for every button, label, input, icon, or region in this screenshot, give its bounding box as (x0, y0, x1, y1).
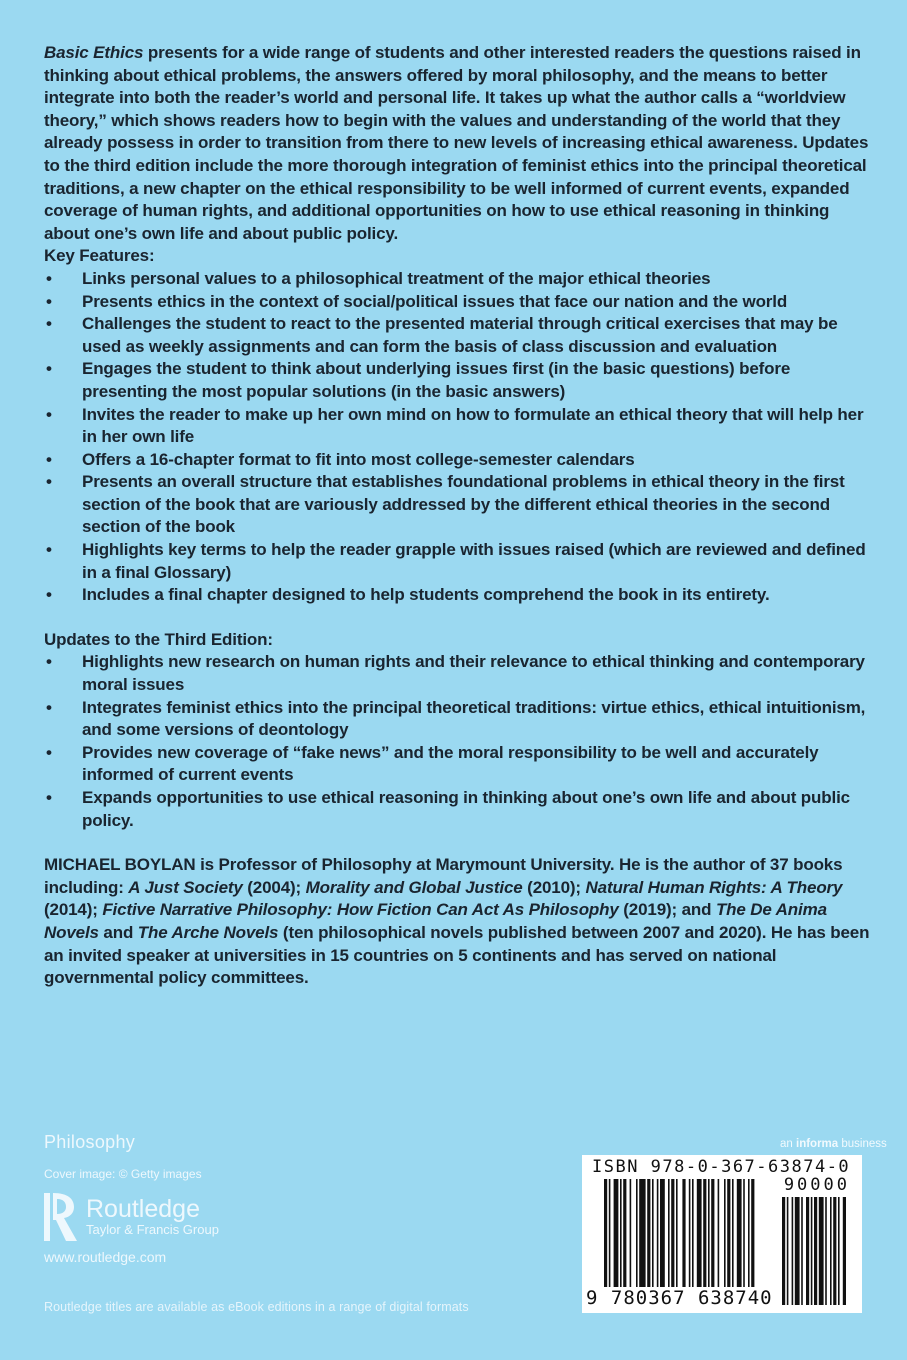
publisher-footer (44, 1132, 219, 1265)
bullet-icon: • (46, 291, 52, 311)
feature-item: • Highlights key terms to help the reader grapple with issues raised (which are reviewed and defined in a final Glossary) (46, 540, 866, 582)
bullet-icon: • (46, 585, 52, 605)
bullet-icon: • (46, 472, 52, 492)
bullet-icon: • (46, 652, 52, 672)
bullet-icon: • (46, 359, 52, 379)
updates-list (44, 651, 874, 832)
feature-item: • Presents ethics in the context of social/political issues that face our nation and the world (44, 291, 874, 314)
ean-number: 9 780367 638740 (586, 1287, 773, 1309)
subject-category: Philosophy (44, 1132, 136, 1152)
bullet-icon: • (46, 742, 52, 762)
isbn-text: ISBN 978-0-367-63874-0 (592, 1157, 851, 1177)
bullet-icon: • (46, 268, 52, 288)
bullet-icon: • (46, 449, 52, 469)
update-item: • Expands opportunities to use ethical reasoning in thinking about one’s own life and about public policy. (46, 788, 850, 830)
publisher-name: Routledge (86, 1195, 200, 1223)
informa-tagline: an informa business (780, 1138, 887, 1150)
price-addon-number: 90000 (783, 1175, 850, 1195)
book-description (44, 42, 874, 245)
bullet-icon: • (46, 314, 52, 334)
isbn-barcode (582, 1155, 862, 1313)
feature-item: • Offers a 16-chapter format to fit into most college-semester calendars (44, 449, 874, 472)
cover-image-credit: Cover image: © Getty images (44, 1167, 202, 1181)
back-cover-text (44, 42, 874, 990)
bullet-icon: • (46, 697, 52, 717)
feature-item: • Presents an overall structure that establishes foundational problems in ethical theory in the first section of the book that are variously addressed by the different ethical theories in the second section of the book (46, 472, 845, 537)
update-item: • Highlights new research on human rights and their relevance to ethical thinking and contemporary moral issues (46, 652, 865, 695)
updates-heading: Updates to the Third Edition: (44, 629, 273, 649)
key-features-list (44, 268, 874, 607)
feature-item: • Includes a final chapter designed to help students comprehend the book in its entirety. (44, 584, 874, 607)
publisher-logo (44, 1191, 219, 1243)
bullet-icon: • (46, 540, 52, 560)
ebook-note: Routledge titles are available as eBook editions in a range of digital formats (44, 1300, 469, 1314)
feature-item: • Links personal values to a philosophical treatment of the major ethical theories (44, 268, 874, 291)
feature-item: • Challenges the student to react to the presented material through critical exercises that may be used as weekly assignments and can form the basis of class discussion and evaluation (46, 314, 838, 356)
update-item: • Provides new coverage of “fake news” and the moral responsibility to be well and accurately informed of current events (46, 742, 819, 785)
publisher-group: Taylor & Francis Group (86, 1222, 219, 1237)
description-text: presents for a wide range of students and other interested readers the questions raised in thinking about ethical problems, the answers offered by moral philosophy, and the means to better integrate into both the reader’s world and personal life. It takes up what the author calls a “worldview theory,” which shows readers how to begin with the values and understanding of the world that they already possess in order to transition from there to new levels of increasing ethical awareness. Updates to the third edition include the more thorough integration of feminist ethics into the principal theoretical traditions, a new chapter on the ethical responsibility to be well informed of current events, expanded coverage of human rights, and additional opportunities on how to use ethical reasoning in thinking about one’s own life and about public policy. (44, 43, 869, 243)
publisher-url[interactable]: www.routledge.com (44, 1249, 167, 1265)
book-title: Basic Ethics (44, 43, 144, 62)
feature-item: • Invites the reader to make up her own mind on how to formulate an ethical theory that will help her in her own life (46, 404, 864, 447)
update-item: • Integrates feminist ethics into the principal theoretical traditions: virtue ethics, ethical intuitionism, and some versions of deontology (46, 697, 866, 740)
author-bio: MICHAEL BOYLAN is Professor of Philosophy at Marymount University. He is the author of 37 books including: A Just Society (2004); Morality and Global Justice (2010); Natural Human Rights: A Theory (2014); Fictive Narrative Philosophy: How Fiction Can Act As Philosophy (2019); and The De Anima Novels and The Arche Novels (ten philosophical novels published between 2007 and 2020). He has been an invited speaker at universities in 15 countries on 5 continents and has served on national governmental policy committees. (44, 855, 870, 988)
bullet-icon: • (46, 788, 52, 807)
feature-item: • Engages the student to think about underlying issues first (in the basic questions) before presenting the most popular solutions (in the basic answers) (46, 359, 791, 401)
bullet-icon: • (46, 404, 52, 424)
key-features-heading: Key Features: (44, 246, 155, 266)
routledge-r-logo-icon (44, 1191, 78, 1243)
